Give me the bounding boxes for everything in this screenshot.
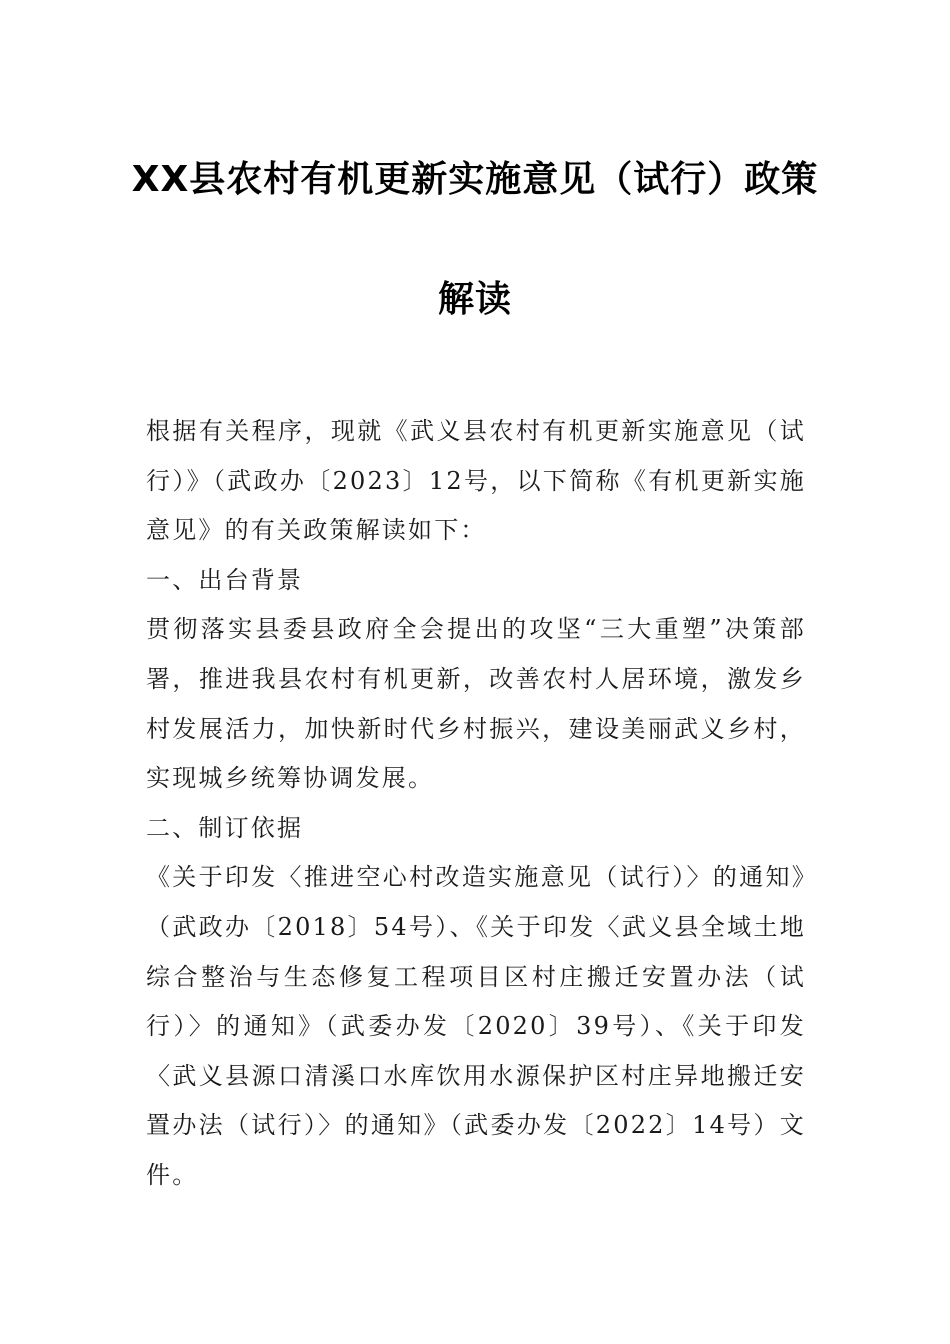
document-body: [146, 407, 806, 1201]
section-heading-basis: 二、制订依据: [146, 813, 304, 842]
document-title-line-1: XX县农村有机更新实施意见（试行）政策: [131, 159, 819, 200]
intro-paragraph: 根据有关程序，现就《武义县农村有机更新实施意见（试行）》（武政办〔2023〕12号，以下简称《有机更新实施意见》的有关政策解读如下：: [146, 417, 806, 545]
document-title-line-2: 解读: [437, 279, 512, 320]
section-heading-background: 一、出台背景: [146, 565, 304, 594]
basis-paragraph: 《关于印发〈推进空心村改造实施意见（试行）〉的通知》（武政办〔2018〕54号）、《关于印发〈武义县全域土地综合整治与生态修复工程项目区村庄搬迁安置办法（试行）〉的通知》（武委办发〔2020〕39号）、《关于印发〈武义县源口清溪口水库饮用水源保护区村庄异地搬迁安置办法（试行）〉的通知》（武委办发〔2022〕14号）文件。: [146, 863, 806, 1189]
background-paragraph: 贯彻落实县委县政府全会提出的攻坚“三大重塑”决策部署，推进我县农村有机更新，改善农村人居环境，激发乡村发展活力，加快新时代乡村振兴，建设美丽武义乡村，实现城乡统筹协调发展。: [146, 615, 806, 793]
